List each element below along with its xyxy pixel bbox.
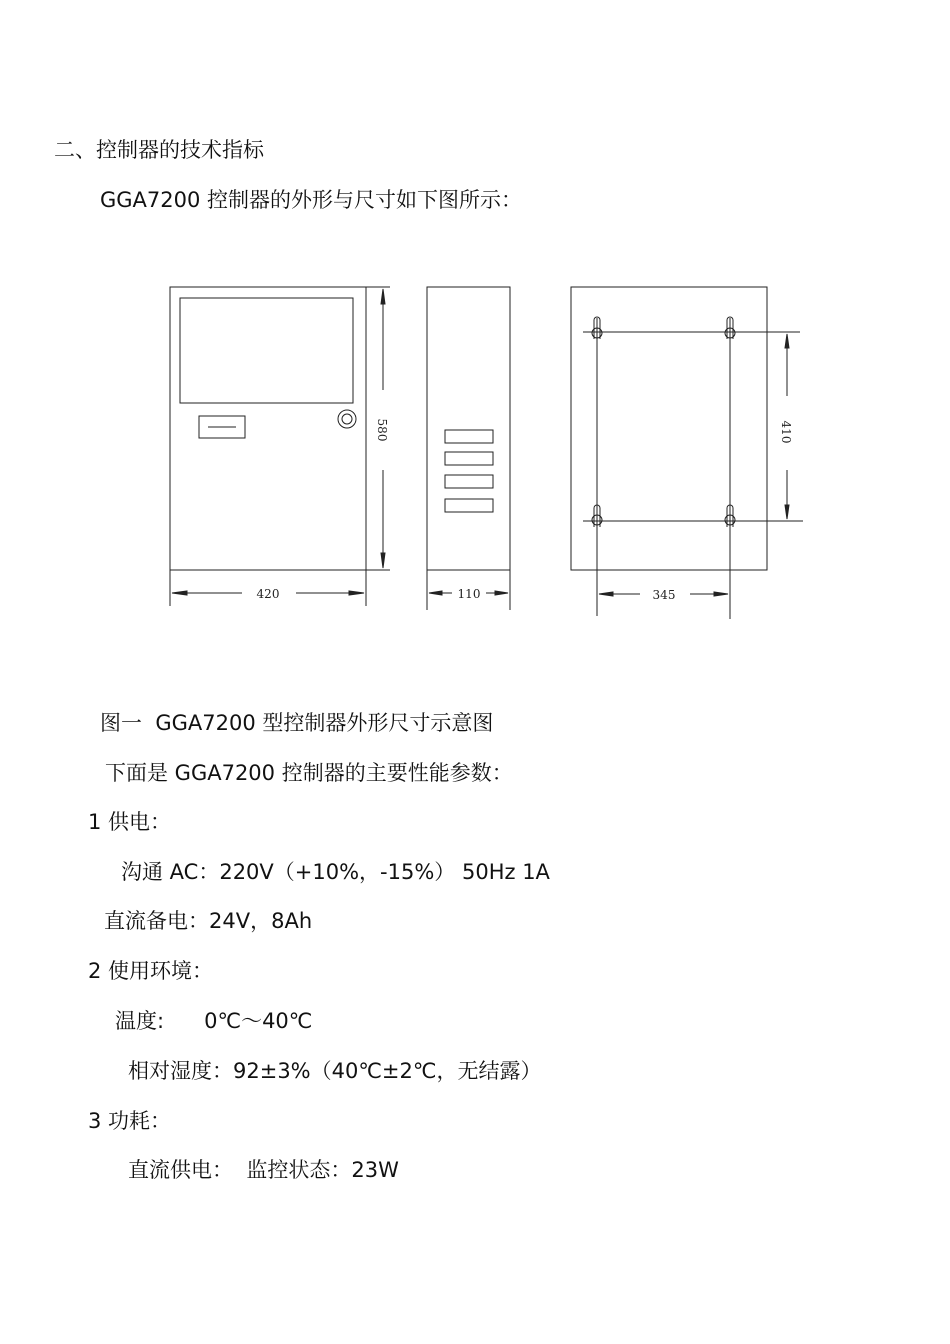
side-vent-2	[445, 452, 493, 465]
mount-height-label: 410	[779, 420, 793, 444]
power-dc: 直流备电：24V，8Ah	[104, 909, 313, 933]
side-vent-3	[445, 475, 493, 488]
environment-temperature: 温度: 0℃～40℃	[115, 1009, 313, 1033]
front-width-label: 420	[256, 587, 280, 601]
rear-mount-view	[571, 287, 803, 619]
environment-humidity: 相对湿度：92±3%（40℃±2℃，无结露）	[128, 1059, 542, 1083]
consumption-heading: 3 功耗：	[88, 1109, 172, 1133]
environment-heading: 2 使用环境：	[88, 959, 214, 983]
side-cabinet-outline	[427, 287, 510, 570]
section-heading: 二、控制器的技术指标	[54, 138, 264, 162]
consumption-dc-monitor: 直流供电： 监控状态：23W	[128, 1158, 399, 1182]
side-vent-4	[445, 499, 493, 512]
key-lock-icon	[338, 410, 356, 428]
mount-width-label: 345	[652, 588, 676, 602]
section-intro: GGA7200 控制器的外形与尺寸如下图所示：	[100, 188, 523, 212]
side-vent-1	[445, 430, 493, 443]
front-display-window	[180, 298, 353, 403]
power-heading: 1 供电：	[88, 810, 172, 834]
width-dimension	[170, 570, 366, 606]
side-view	[427, 287, 510, 610]
front-height-label: 580	[375, 418, 389, 442]
mount-height-dimension	[779, 334, 793, 519]
specs-intro: 下面是 GGA7200 控制器的主要性能参数：	[105, 761, 513, 785]
depth-dimension	[427, 570, 510, 610]
side-depth-label: 110	[457, 587, 481, 601]
figure-caption: 图一 GGA7200 型控制器外形尺寸示意图	[100, 711, 494, 735]
front-view	[170, 287, 390, 606]
power-ac: 沟通 AC：220V（+10%，-15%） 50Hz 1A	[121, 860, 550, 884]
mount-width-dimension	[599, 588, 728, 602]
height-dimension	[366, 287, 390, 570]
dimension-drawing	[0, 0, 950, 660]
